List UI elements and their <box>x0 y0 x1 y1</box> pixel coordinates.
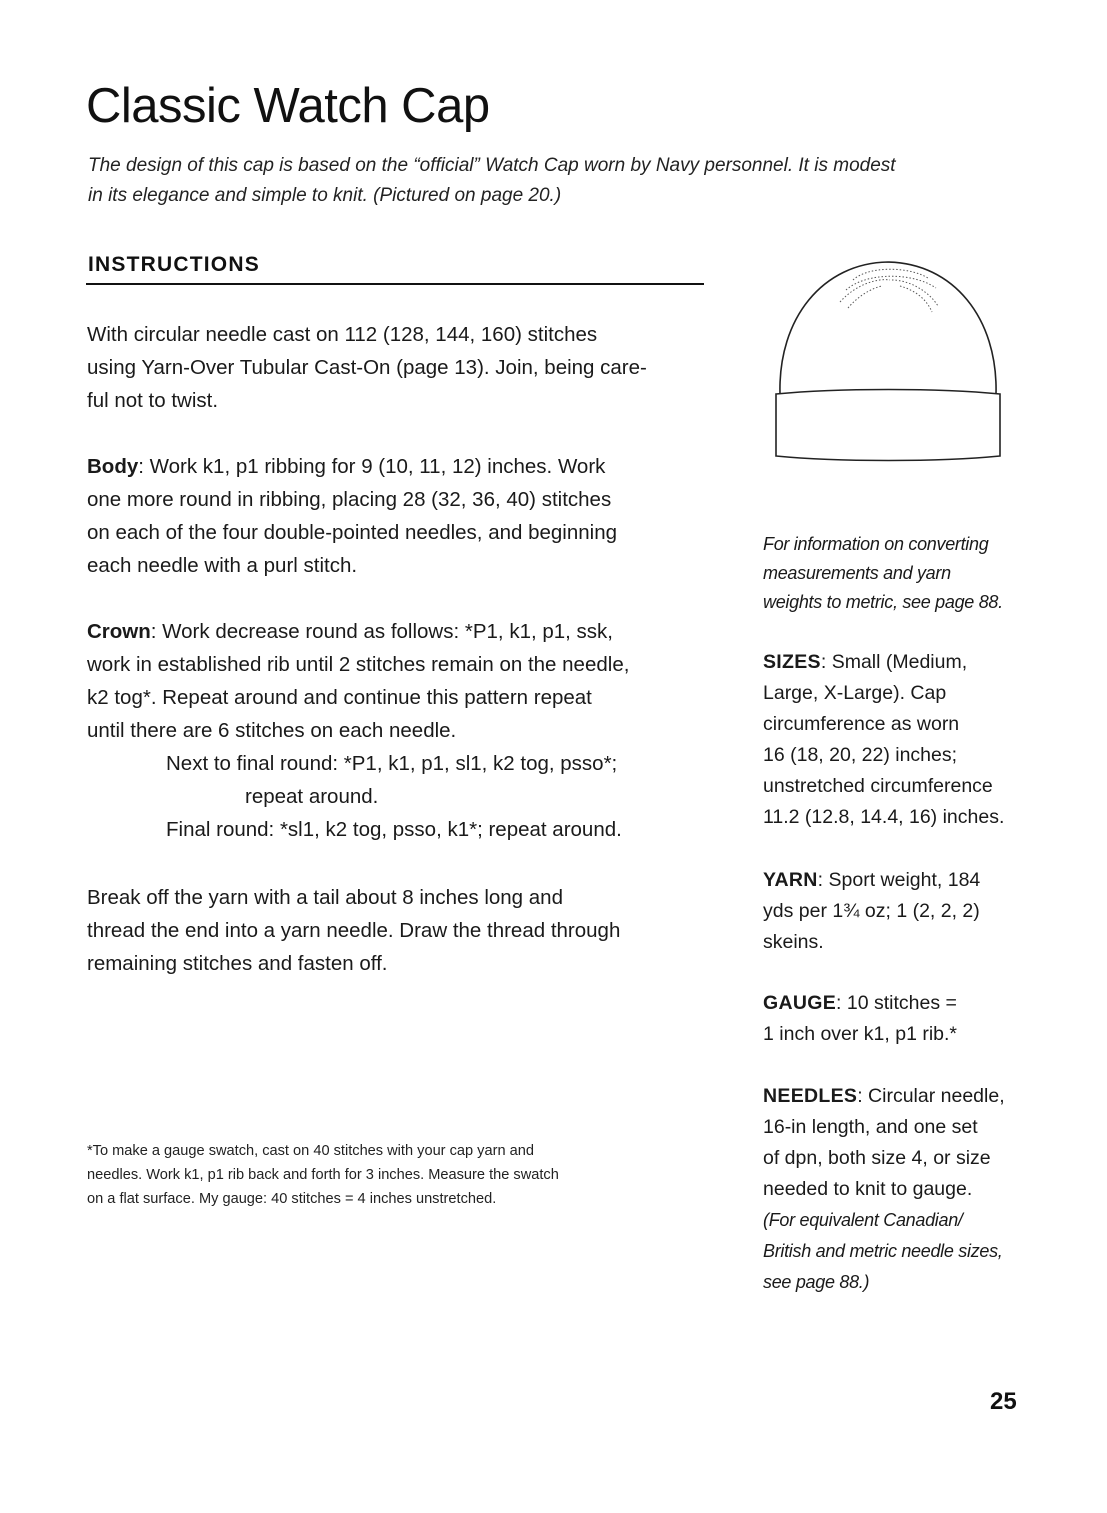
crown-paragraph <box>87 615 707 846</box>
body-paragraph <box>87 450 707 582</box>
next-to-final-round-cont: repeat around. <box>245 785 379 808</box>
text-line: Break off the yarn with a tail about 8 inches long and <box>87 886 563 909</box>
sizes-section <box>763 647 1063 833</box>
note-line: British and metric needle sizes, <box>763 1241 1003 1261</box>
text-line: skeins. <box>763 931 824 953</box>
footnote-line: on a flat surface. My gauge: 40 stitches = 4 inches unstretched. <box>87 1191 497 1207</box>
intro-line: The design of this cap is based on the “official” Watch Cap worn by Navy personnel. It is modest <box>88 155 896 176</box>
body-label: Body <box>87 455 139 478</box>
page-number: 25 <box>990 1388 1017 1415</box>
text-line: With circular needle cast on 112 (128, 144, 160) stitches <box>87 323 598 346</box>
text-line: thread the end into a yarn needle. Draw the thread through <box>87 919 621 942</box>
text-line: one more round in ribbing, placing 28 (32, 36, 40) stitches <box>87 488 612 511</box>
text-line <box>87 615 707 648</box>
text-line: 11.2 (12.8, 14.4, 16) inches. <box>763 806 1005 828</box>
crown-text: : Work decrease round as follows: *P1, k1, p1, ssk, <box>150 620 614 643</box>
next-to-final-round: Next to final round: *P1, k1, p1, sl1, k2 tog, psso*; <box>166 752 618 775</box>
gauge-section <box>763 988 1063 1050</box>
text-line: until there are 6 stitches on each needle. <box>87 719 457 742</box>
sizes-label: SIZES <box>763 651 821 673</box>
text-line: unstretched circumference <box>763 775 993 797</box>
crown-label: Crown <box>87 620 151 643</box>
text-line: 1 inch over k1, p1 rib.* <box>763 1023 958 1045</box>
yarn-label: YARN <box>763 869 818 891</box>
page-title: Classic Watch Cap <box>86 79 490 133</box>
needles-text: : Circular needle, <box>857 1085 1005 1107</box>
footnote-line: needles. Work k1, p1 rib back and forth for 3 inches. Measure the swatch <box>87 1167 559 1183</box>
footnote-line: *To make a gauge swatch, cast on 40 stitches with your cap yarn and <box>87 1143 534 1159</box>
text-line: Large, X-Large). Cap <box>763 682 947 704</box>
text-line <box>763 647 1063 678</box>
needles-section <box>763 1081 1063 1298</box>
text-line <box>763 1081 1063 1112</box>
text-line: remaining stitches and fasten off. <box>87 952 388 975</box>
text-line <box>763 988 1063 1019</box>
needle-size-note <box>763 1205 1063 1298</box>
gauge-text: : 10 stitches = <box>836 992 957 1014</box>
gauge-label: GAUGE <box>763 992 837 1014</box>
finish-paragraph <box>87 881 707 980</box>
note-line: weights to metric, see page 88. <box>763 592 1003 612</box>
note-line: see page 88.) <box>763 1272 870 1292</box>
text-line: yds per 1¾ oz; 1 (2, 2, 2) <box>763 900 980 922</box>
note-line: measurements and yarn <box>763 563 951 583</box>
text-line: circumference as worn <box>763 713 960 735</box>
text-line <box>763 865 1063 896</box>
final-round: Final round: *sl1, k2 tog, psso, k1*; repeat around. <box>166 818 622 841</box>
heading-rule <box>86 283 704 285</box>
note-line: For information on converting <box>763 534 989 554</box>
metric-note <box>763 530 1063 617</box>
text-line: needed to knit to gauge. <box>763 1178 973 1200</box>
watch-cap-drawing-icon <box>768 258 1008 473</box>
text-line: k2 tog*. Repeat around and continue this pattern repeat <box>87 686 592 709</box>
intro-line: in its elegance and simple to knit. (Pictured on page 20.) <box>88 185 562 206</box>
text-line: each needle with a purl stitch. <box>87 554 358 577</box>
sizes-text: : Small (Medium, <box>820 651 968 673</box>
text-line: 16-in length, and one set <box>763 1116 978 1138</box>
text-line: of dpn, both size 4, or size <box>763 1147 991 1169</box>
cast-on-paragraph <box>87 318 707 417</box>
note-line: (For equivalent Canadian/ <box>763 1210 963 1230</box>
text-line: work in established rib until 2 stitches remain on the needle, <box>87 653 630 676</box>
text-line <box>87 450 707 483</box>
text-line: using Yarn-Over Tubular Cast-On (page 13). Join, being care- <box>87 356 647 379</box>
needles-label: NEEDLES <box>763 1085 858 1107</box>
instructions-heading: INSTRUCTIONS <box>88 253 260 276</box>
yarn-text: : Sport weight, 184 <box>817 869 981 891</box>
text-line: ful not to twist. <box>87 389 219 412</box>
yarn-section <box>763 865 1063 958</box>
text-line: on each of the four double-pointed needles, and beginning <box>87 521 618 544</box>
body-text: : Work k1, p1 ribbing for 9 (10, 11, 12) inches. Work <box>138 455 606 478</box>
gauge-footnote <box>87 1139 697 1211</box>
text-line: 16 (18, 20, 22) inches; <box>763 744 958 766</box>
intro-text <box>88 151 988 211</box>
